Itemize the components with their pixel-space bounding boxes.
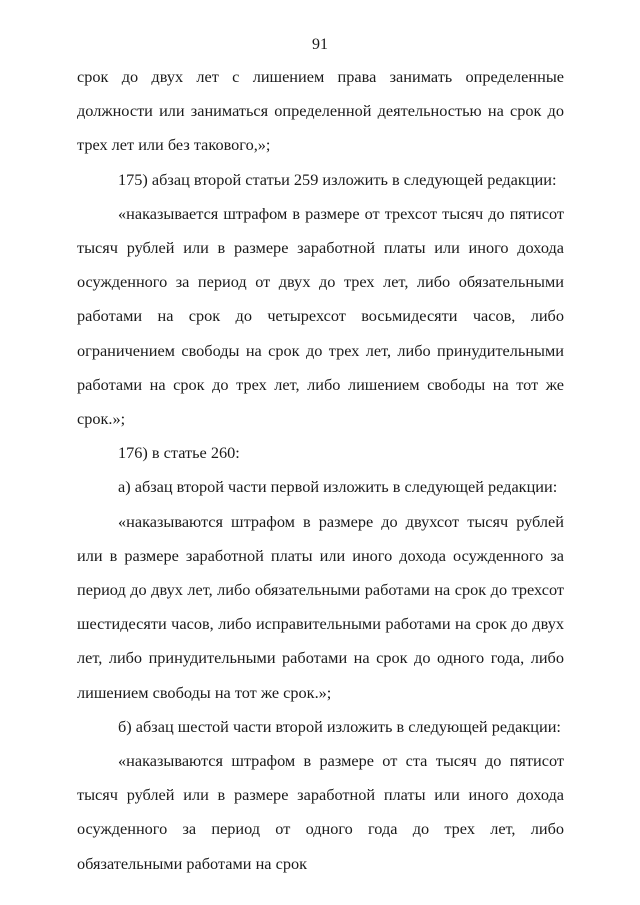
document-body xyxy=(77,60,564,881)
paragraph-subitem-b: б) абзац шестой части второй изложить в следующей редакции: xyxy=(118,716,561,736)
paragraph-quote-260-part2: «наказываются штрафом в размере от ста тысяч до пятисот тысяч рублей или в размере заработной платы или иного дохода осужденного за период от одного года до трех лет, либо обязательными работами на срок xyxy=(77,751,564,873)
paragraph-item-176: 176) в статье 260: xyxy=(118,443,240,463)
paragraph-subitem-a: а) абзац второй части первой изложить в следующей редакции: xyxy=(118,477,558,497)
paragraph-item-175: 175) абзац второй статьи 259 изложить в следующей редакции: xyxy=(118,169,557,189)
paragraph-continuation: срок до двух лет с лишением права занимать определенные должности или заниматься определенной деятельностью на срок до трех лет или без такового,»; xyxy=(77,67,564,155)
paragraph-quote-259: «наказывается штрафом в размере от трехсот тысяч до пятисот тысяч рублей или в размере заработной платы или иного дохода осужденного за период от двух до трех лет, либо обязательными работами на срок до четырехсот восьмидесяти часов, либо ограничением свободы на срок до трех лет, либо принудительными работами на срок до трех лет, либо лишением свободы на тот же срок.»; xyxy=(77,203,564,429)
paragraph-quote-260-part1: «наказываются штрафом в размере до двухсот тысяч рублей или в размере заработной платы или иного дохода осужденного за период до двух лет, либо обязательными работами на срок до трехсот шестидесяти часов, либо исправительными работами на срок до двух лет, либо принудительными работами на срок до одного года, либо лишением свободы на тот же срок.»; xyxy=(77,511,564,702)
page-number: 91 xyxy=(312,36,328,53)
